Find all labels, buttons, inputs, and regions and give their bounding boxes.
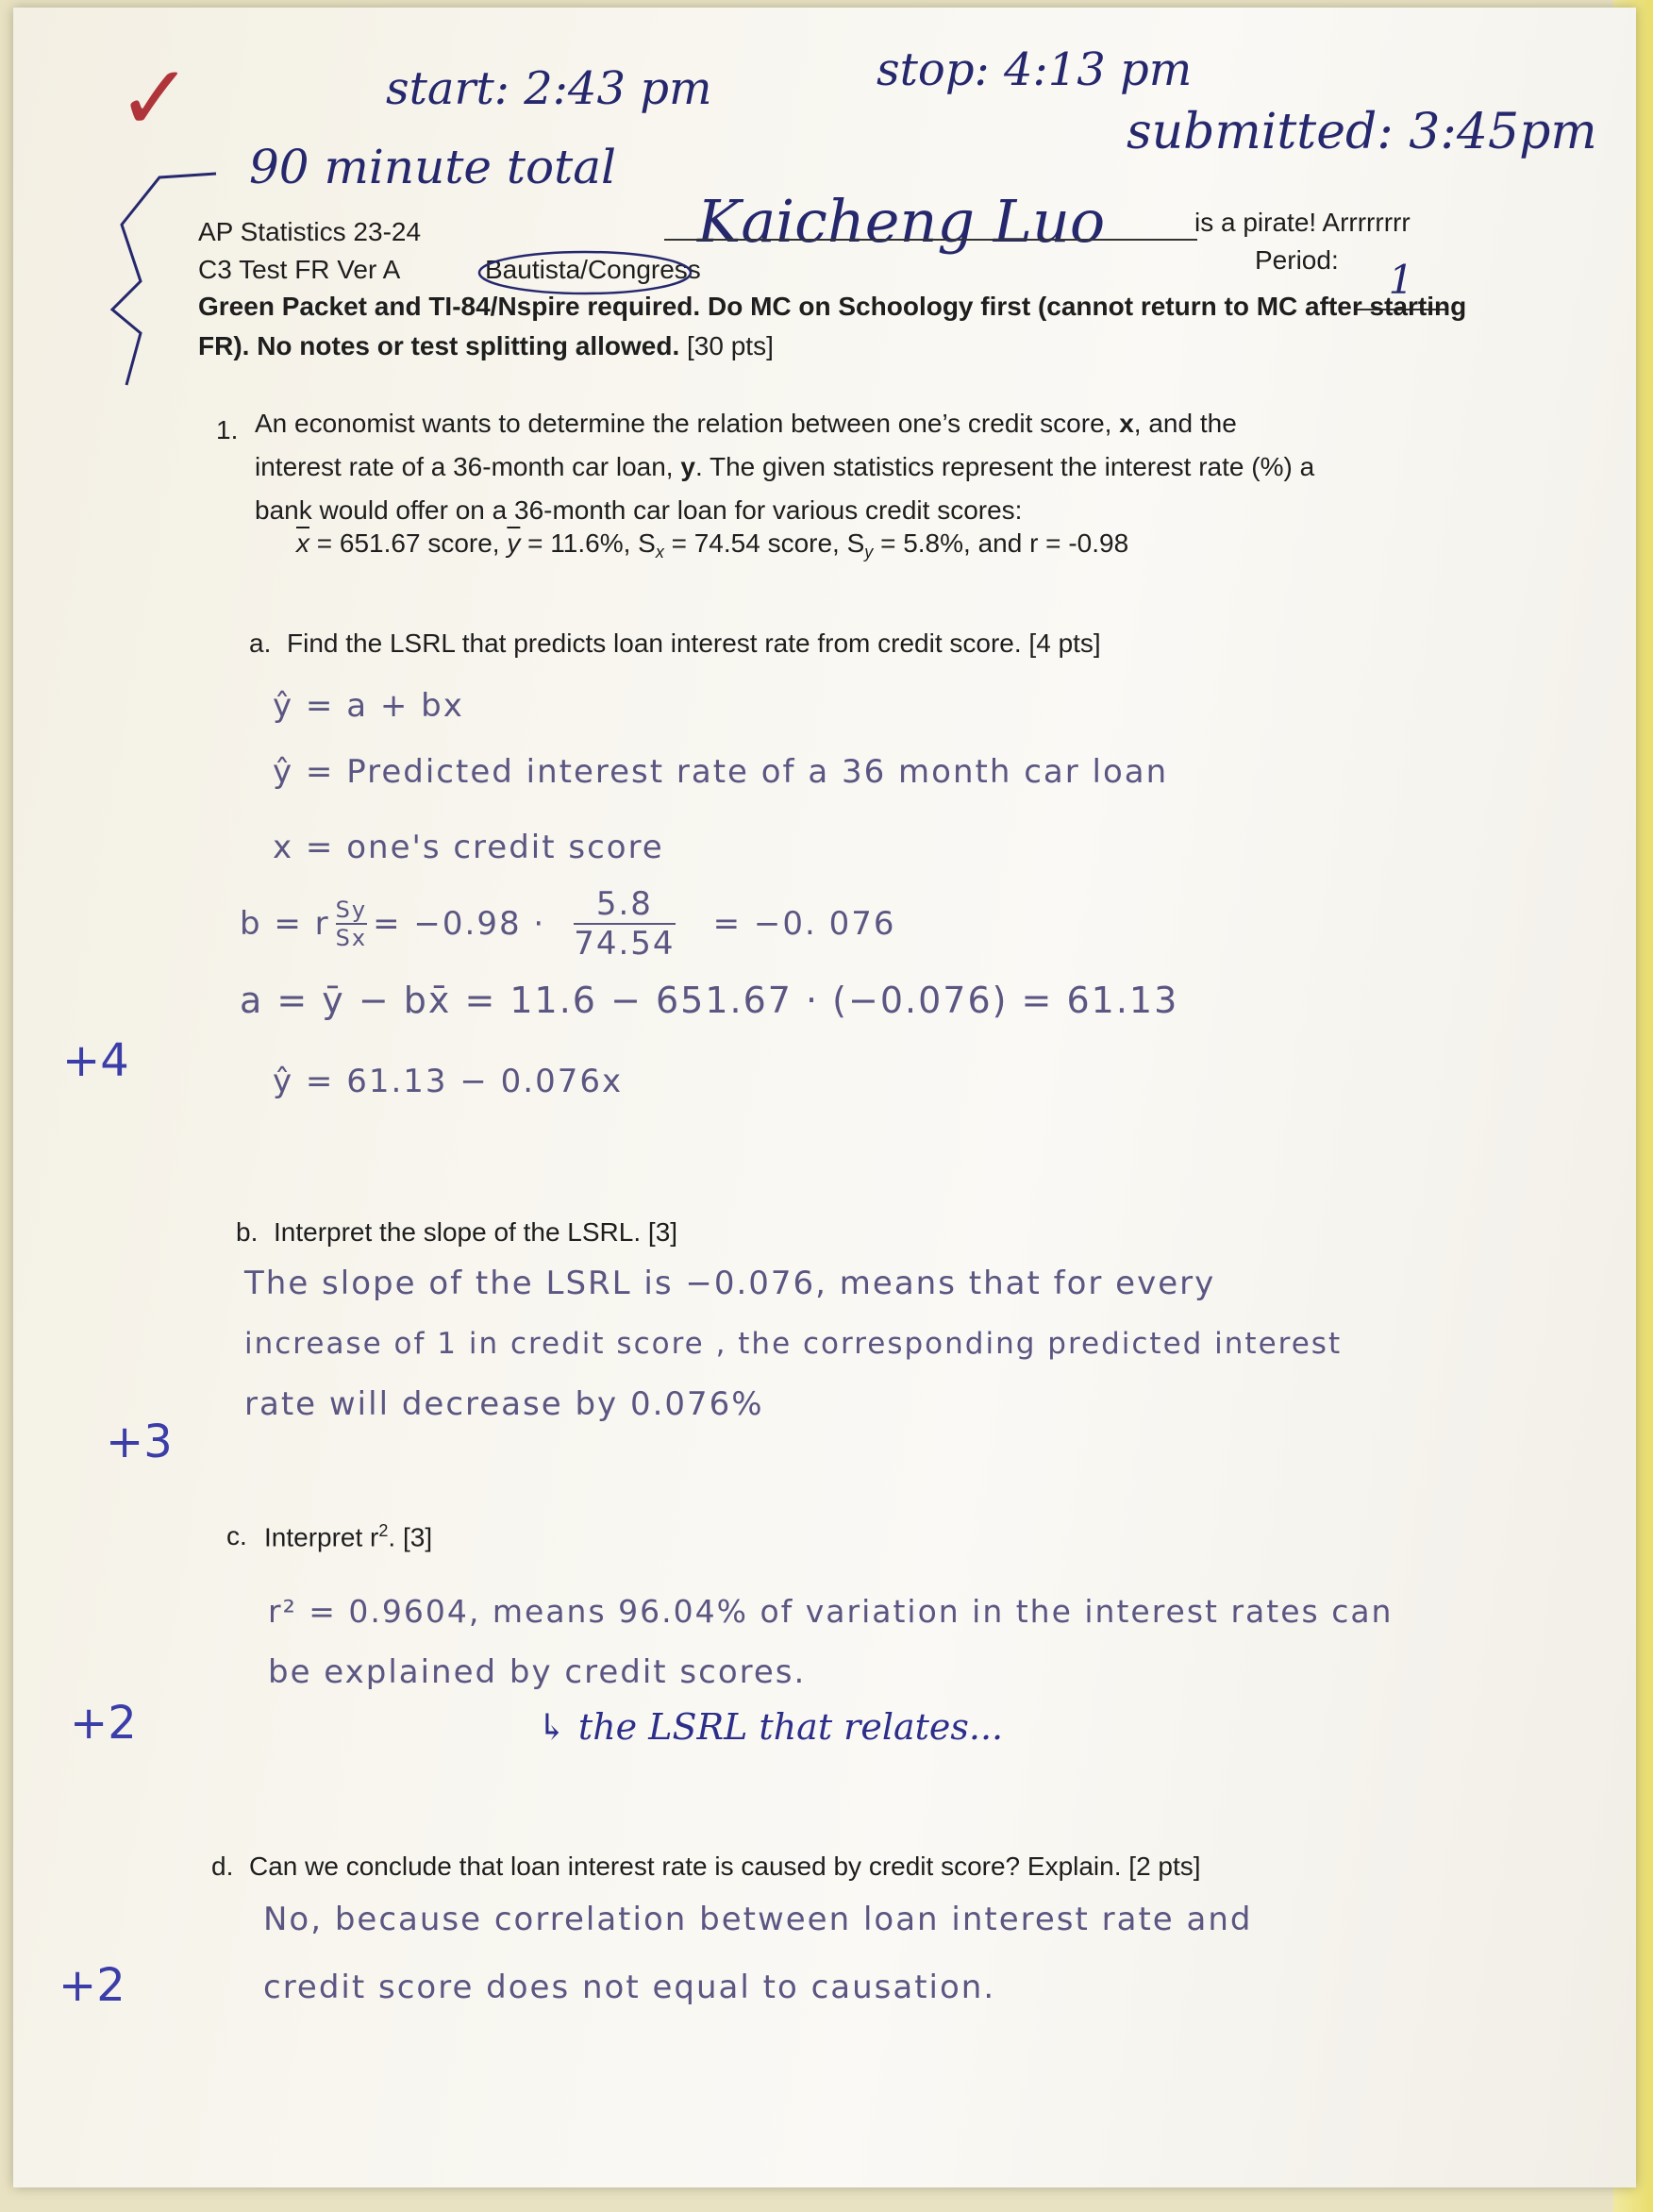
part-c-label: c.	[226, 1521, 247, 1550]
q1-line3: bank would offer on a 36-month car loan for various credit scores:	[255, 495, 1023, 525]
xbar-value: = 651.67 score,	[309, 528, 508, 558]
part-b-answer-2: increase of 1 in credit score , the corresponding predicted interest	[244, 1327, 1343, 1361]
sy-num: Sy	[335, 897, 368, 923]
part-c-prompt	[264, 1521, 432, 1552]
part-c-answer-1: r² = 0.9604, means 96.04% of variation in the interest rates can	[268, 1593, 1394, 1630]
part-c-answer-2: be explained by credit scores.	[268, 1653, 807, 1691]
part-a-label: a.	[249, 628, 272, 658]
b-result: = −0. 076	[712, 905, 896, 943]
ybar-value: = 11.6%, S	[520, 528, 656, 558]
b-den: 74.54	[574, 925, 676, 963]
q1-line2b: . The given statistics represent the interest rate (%) a	[694, 452, 1315, 481]
part-d-label: d.	[211, 1852, 234, 1881]
teachers: Bautista/Congress	[485, 255, 701, 284]
part-c-prompt-a: Interpret r	[264, 1522, 379, 1552]
instructions	[198, 287, 1481, 366]
q1-stats	[296, 528, 1128, 562]
sy-sub: y	[864, 543, 874, 561]
student-name: Kaicheng Luo	[697, 187, 1106, 256]
stop-time: stop: 4:13 pm	[877, 43, 1193, 96]
part-b-answer-3: rate will decrease by 0.076%	[244, 1385, 764, 1423]
part-a-intercept-calc: a = ȳ − bx̄ = 11.6 − 651.67 · (−0.076) = 61.13	[240, 980, 1179, 1021]
part-b-grade: +3	[106, 1416, 173, 1468]
b-num: 5.8	[595, 885, 653, 923]
part-b-label: b.	[236, 1217, 259, 1247]
sx-value: = 74.54 score, S	[663, 528, 865, 558]
check-mark-icon: ✓	[117, 45, 193, 151]
period-value: 1	[1388, 257, 1414, 303]
q1-y: y	[680, 452, 695, 481]
q1-x: x	[1119, 409, 1134, 438]
sx-sub: x	[655, 543, 664, 561]
value-fraction	[574, 885, 675, 963]
part-a-answer-1: ŷ = a + bx	[273, 687, 464, 725]
sy-over-sx	[336, 897, 367, 951]
part-a-prompt: Find the LSRL that predicts loan interest rate from credit score. [4 pts]	[287, 628, 1101, 658]
part-d-prompt: Can we conclude that loan interest rate is caused by credit score? Explain. [2 pts]	[249, 1852, 1201, 1881]
q1-number: 1.	[216, 415, 239, 444]
b-lhs: b = r	[240, 905, 330, 943]
part-a-answer-2: ŷ = Predicted interest rate of a 36 month car loan	[273, 753, 1169, 791]
part-a-answer-3: x = one's credit score	[273, 829, 664, 866]
b-mid: = −0.98 ·	[373, 905, 546, 943]
total-points: [30 pts]	[687, 331, 774, 360]
name-underline	[664, 239, 1197, 241]
submitted-time: submitted: 3:45pm	[1127, 104, 1597, 160]
part-a-grade: +4	[62, 1034, 129, 1087]
total-time: 90 minute total	[249, 140, 616, 194]
start-time: start: 2:43 pm	[386, 62, 712, 115]
pirate-text: is a pirate! Arrrrrrrr	[1194, 208, 1411, 237]
xbar-symbol: $\overline{x}$	[296, 528, 309, 558]
q1-line1b: , and the	[1133, 409, 1237, 438]
part-d-grade: +2	[58, 1959, 125, 2012]
part-a-final: ŷ = 61.13 − 0.076x	[273, 1063, 624, 1100]
ybar-symbol: $\overline{y}$	[507, 528, 521, 558]
part-c-sup: 2	[378, 1521, 389, 1540]
part-a-slope-calc	[240, 885, 896, 963]
part-d-answer-1: No, because correlation between loan interest rate and	[263, 1901, 1253, 1938]
part-c-teacher-note: ↳ the LSRL that relates...	[537, 1706, 1004, 1748]
part-c-grade: +2	[70, 1697, 137, 1750]
q1-line2a: interest rate of a 36-month car loan,	[255, 452, 681, 481]
part-c-prompt-b: . [3]	[388, 1522, 433, 1552]
period-label: Period:	[1255, 245, 1339, 275]
exam-paper	[13, 8, 1636, 2187]
sy-value: = 5.8%, and r = -0.98	[873, 528, 1129, 558]
q1-line1a: An economist wants to determine the relation between one’s credit score,	[255, 409, 1120, 438]
q1-prompt	[255, 402, 1314, 532]
instructions-text: Green Packet and TI-84/Nspire required. Do MC on Schoology first (cannot return to MC after starting FR). No notes or test splitting allowed.	[198, 292, 1467, 360]
sx-den: Sx	[335, 925, 368, 951]
part-b-answer-1: The slope of the LSRL is −0.076, means that for every	[244, 1265, 1216, 1302]
part-b-prompt: Interpret the slope of the LSRL. [3]	[274, 1217, 678, 1247]
test-title: C3 Test FR Ver A	[198, 255, 401, 284]
part-d-answer-2: credit score does not equal to causation.	[263, 1969, 996, 2006]
course-title: AP Statistics 23-24	[198, 217, 422, 246]
